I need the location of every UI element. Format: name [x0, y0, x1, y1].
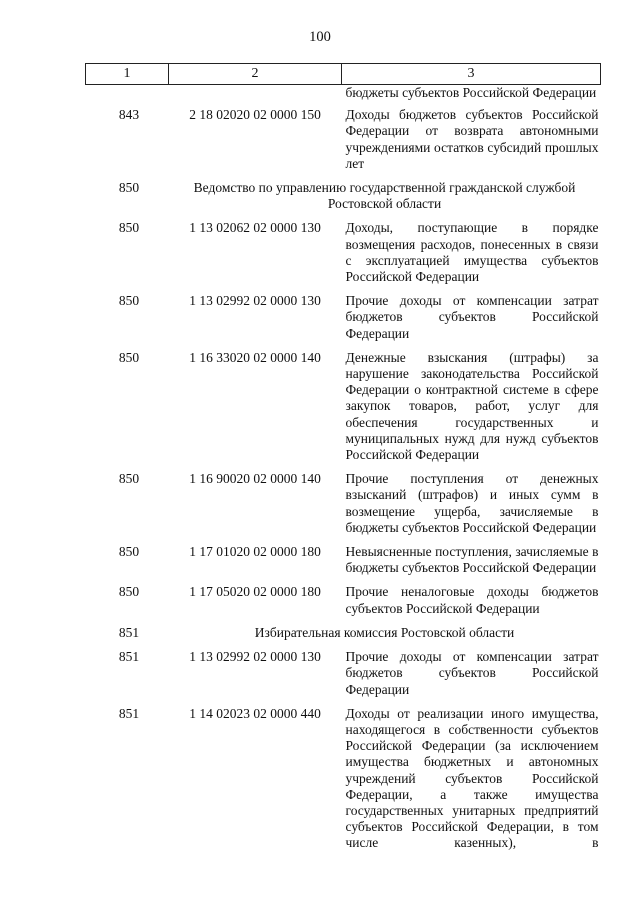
- row-description: Прочие неналоговые доходы бюджетов субъектов Российской Федерации: [345, 584, 599, 616]
- table-row: [86, 706, 601, 852]
- table-row: [86, 107, 601, 180]
- department-row: [86, 625, 601, 649]
- budget-classification-code: 1 17 05020 02 0000 180: [189, 584, 321, 600]
- table-row: [86, 85, 601, 108]
- budget-classification-code: 1 16 33020 02 0000 140: [189, 349, 321, 365]
- table-row: [86, 584, 601, 624]
- row-description: бюджеты субъектов Российской Федерации: [345, 85, 597, 100]
- row-description: Денежные взыскания (штрафы) за нарушение законодательства Российской Федерации о контрактной системе в сфере закупок товаров, работ, услуг для обеспечения государственных и муниципальных нужд для нужд субъектов Российской Федерации: [345, 349, 599, 463]
- row-description: Невыясненные поступления, зачисляемые в бюджеты субъектов Российской Федерации: [345, 544, 599, 576]
- budget-classification-code: 1 13 02992 02 0000 130: [189, 649, 321, 665]
- column-header-3: 3: [342, 64, 601, 85]
- admin-code: 851: [118, 649, 140, 665]
- row-description: Доходы от реализации иного имущества, находящегося в собственности субъектов Российской Федерации (за исключением имущества бюджетных и автономных учреждений субъектов Российской Федерации, а также имущества государственных унитарных предприятий субъектов Российской Федерации, в том числе казенных), в: [345, 705, 599, 851]
- admin-code: 850: [118, 544, 140, 560]
- table-row: [86, 220, 601, 293]
- table-row: [86, 293, 601, 350]
- admin-code: 843: [118, 107, 140, 123]
- admin-code: 851: [118, 624, 140, 640]
- admin-code: 850: [118, 220, 140, 236]
- admin-code: 851: [118, 705, 140, 721]
- budget-classification-code: 1 14 02023 02 0000 440: [189, 705, 321, 721]
- department-row: [86, 180, 601, 220]
- table-header-row: [86, 64, 601, 85]
- admin-code: 850: [118, 584, 140, 600]
- budget-classification-code: 1 16 90020 02 0000 140: [189, 471, 321, 487]
- table-row: [86, 350, 601, 471]
- department-name: Избирательная комиссия Ростовской области: [254, 624, 515, 640]
- budget-classification-code: 1 13 02062 02 0000 130: [189, 220, 321, 236]
- revenue-codes-table: [85, 63, 601, 852]
- page-number: 100: [309, 29, 331, 45]
- column-header-2: 2: [169, 64, 342, 85]
- column-header-1: 1: [86, 64, 169, 85]
- admin-code: 850: [118, 293, 140, 309]
- row-description: Прочие поступления от денежных взысканий (штрафов) и иных сумм в возмещение ущерба, зачисляемые в бюджеты субъектов Российской Федерации: [345, 471, 599, 535]
- budget-classification-code: 1 13 02992 02 0000 130: [189, 293, 321, 309]
- row-description: Доходы, поступающие в порядке возмещения расходов, понесенных в связи с эксплуатацией имущества субъектов Российской Федерации: [345, 220, 599, 285]
- budget-classification-code: 2 18 02020 02 0000 150: [189, 107, 321, 123]
- budget-classification-code: 1 17 01020 02 0000 180: [189, 544, 321, 560]
- table-row: [86, 471, 601, 544]
- row-description: Прочие доходы от компенсации затрат бюджетов субъектов Российской Федерации: [345, 293, 599, 341]
- row-description: Доходы бюджетов субъектов Российской Федерации от возврата автономными учреждениями остатков субсидий прошлых лет: [345, 107, 599, 171]
- table-row: [86, 649, 601, 706]
- admin-code: 850: [118, 471, 140, 487]
- admin-code: 850: [118, 180, 140, 196]
- table-row: [86, 544, 601, 584]
- admin-code: 850: [118, 349, 140, 365]
- department-name: Ведомство по управлению государственной гражданской службой Ростовской области: [193, 180, 576, 212]
- row-description: Прочие доходы от компенсации затрат бюджетов субъектов Российской Федерации: [345, 649, 599, 697]
